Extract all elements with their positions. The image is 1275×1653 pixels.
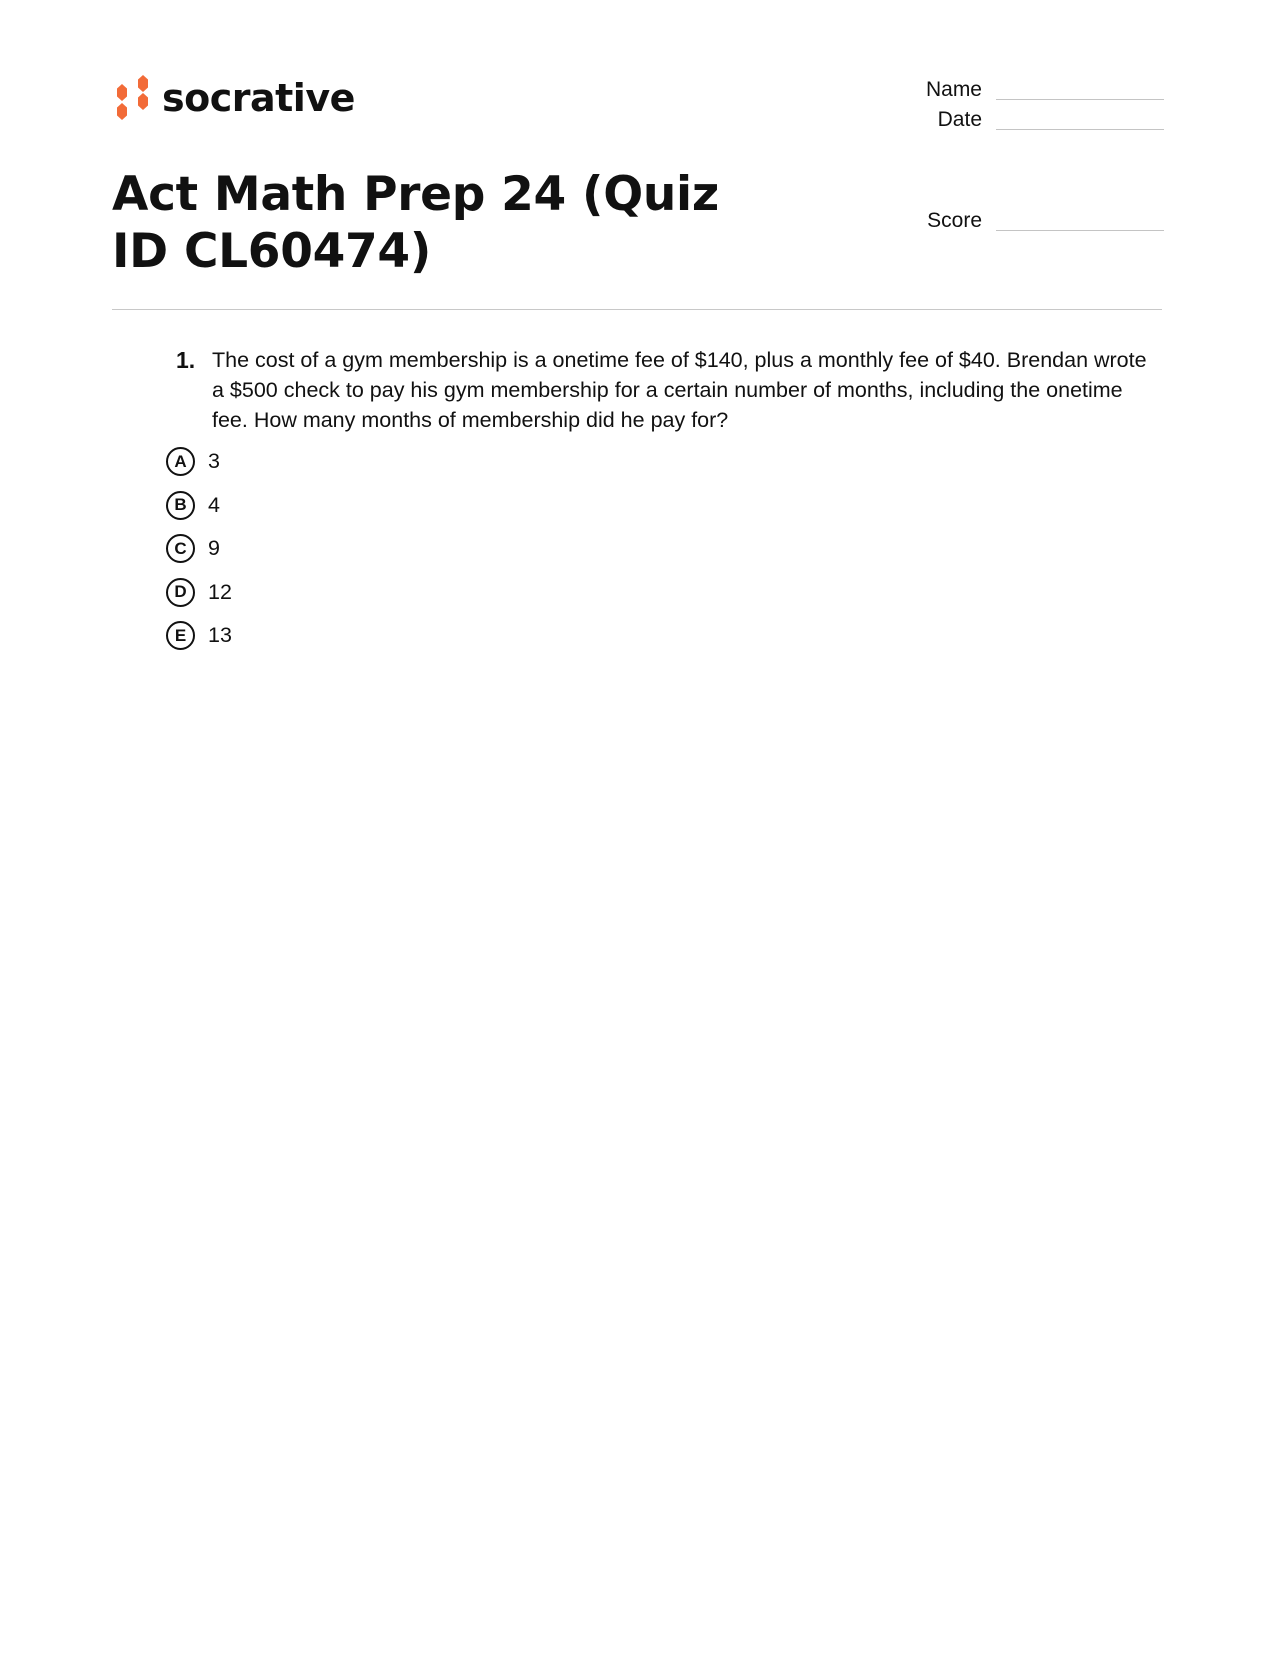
date-field[interactable] xyxy=(862,108,1164,132)
choice-text: 13 xyxy=(208,623,232,648)
page-title: Act Math Prep 24 (Quiz ID CL60474) xyxy=(112,167,719,279)
choice-text: 9 xyxy=(208,536,220,561)
name-line[interactable] xyxy=(996,99,1164,100)
score-label: Score xyxy=(927,209,982,232)
choice-text: 4 xyxy=(208,492,220,517)
choice-text: 12 xyxy=(208,579,232,604)
question-text: The cost of a gym membership is a onetime fee of $140, plus a monthly fee of $40. Brendan wrote a $500 check to pay his gym membership for a certain number of months, including the onetime fee. How many months of membership did he pay for? xyxy=(212,348,1147,432)
choice-letter-badge: A xyxy=(166,447,195,476)
hexagon-cluster-icon xyxy=(112,73,150,123)
name-label: Name xyxy=(925,78,982,101)
choice-b[interactable] xyxy=(166,484,232,528)
name-field[interactable] xyxy=(862,78,1164,102)
header-divider xyxy=(112,309,1162,310)
choice-letter-badge: C xyxy=(166,534,195,563)
score-line[interactable] xyxy=(996,230,1164,231)
choice-e[interactable] xyxy=(166,614,232,658)
choice-text: 3 xyxy=(208,449,220,474)
choice-letter-badge: D xyxy=(166,578,195,607)
choice-letter-badge: B xyxy=(166,491,195,520)
choice-letter-badge: E xyxy=(166,621,195,650)
date-label: Date xyxy=(937,108,982,131)
question-number: 1. xyxy=(176,347,196,373)
choice-c[interactable] xyxy=(166,527,232,571)
socrative-logo xyxy=(112,72,355,124)
answer-choices xyxy=(166,440,232,658)
brand-name: socrative xyxy=(162,76,355,120)
score-field[interactable] xyxy=(862,209,1164,233)
date-line[interactable] xyxy=(996,129,1164,130)
choice-a[interactable] xyxy=(166,440,232,484)
choice-d[interactable] xyxy=(166,571,232,615)
